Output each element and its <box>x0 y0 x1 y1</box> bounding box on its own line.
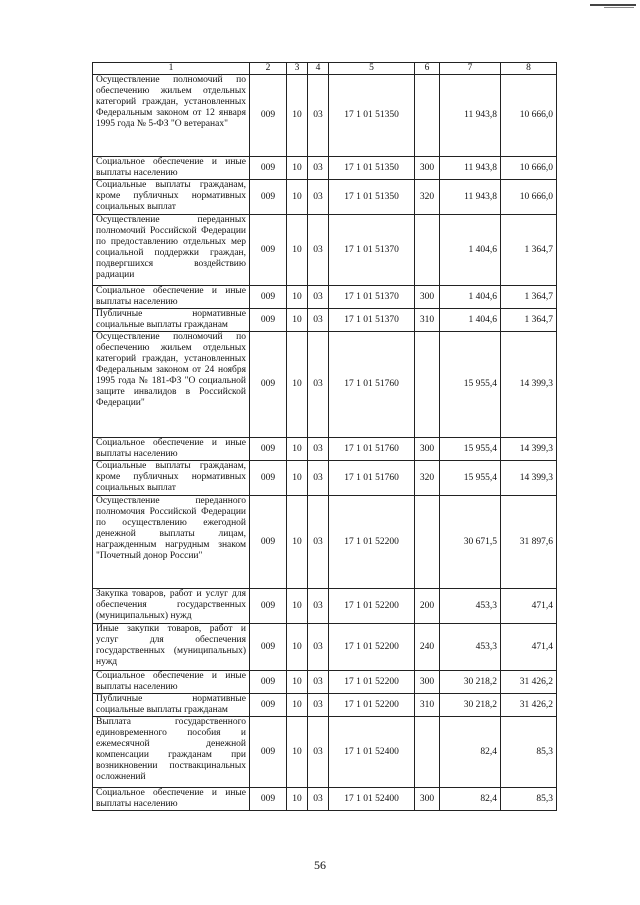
cell-col6 <box>415 215 440 286</box>
row-name: Осуществление переданного полномочия Российской Федерации по осуществлению ежегодной денежной выплаты лицам, награжденным нагрудным знаком "Почетный донор России" <box>93 496 250 589</box>
row-name: Социальные выплаты гражданам, кроме публичных нормативных социальных выплат <box>93 461 250 496</box>
cell-col4: 03 <box>308 624 329 671</box>
cell-col3: 10 <box>287 788 308 811</box>
cell-col5: 17 1 01 52200 <box>329 694 415 717</box>
cell-col4: 03 <box>308 157 329 180</box>
column-header: 5 <box>329 63 415 75</box>
table-row <box>93 286 557 309</box>
cell-col3: 10 <box>287 671 308 694</box>
row-name: Социальное обеспечение и иные выплаты населению <box>93 671 250 694</box>
cell-col3: 10 <box>287 694 308 717</box>
cell-col7: 11 943,8 <box>440 75 501 157</box>
table-header-row <box>93 63 557 75</box>
row-name: Публичные нормативные социальные выплаты гражданам <box>93 694 250 717</box>
cell-col7: 1 404,6 <box>440 286 501 309</box>
cell-col5: 17 1 01 51760 <box>329 332 415 438</box>
cell-col4: 03 <box>308 75 329 157</box>
cell-col4: 03 <box>308 671 329 694</box>
table-row <box>93 624 557 671</box>
table-row <box>93 438 557 461</box>
cell-col6 <box>415 496 440 589</box>
cell-col3: 10 <box>287 180 308 215</box>
cell-col6: 200 <box>415 589 440 624</box>
row-name: Социальное обеспечение и иные выплаты населению <box>93 438 250 461</box>
table-row <box>93 180 557 215</box>
cell-col3: 10 <box>287 157 308 180</box>
cell-col2: 009 <box>250 438 287 461</box>
cell-col6: 240 <box>415 624 440 671</box>
cell-col8: 1 364,7 <box>501 215 557 286</box>
cell-col7: 15 955,4 <box>440 438 501 461</box>
column-header: 7 <box>440 63 501 75</box>
cell-col4: 03 <box>308 717 329 788</box>
cell-col8: 471,4 <box>501 589 557 624</box>
cell-col3: 10 <box>287 309 308 332</box>
cell-col7: 11 943,8 <box>440 157 501 180</box>
row-name: Социальное обеспечение и иные выплаты населению <box>93 286 250 309</box>
cell-col7: 453,3 <box>440 624 501 671</box>
cell-col7: 15 955,4 <box>440 332 501 438</box>
table-row <box>93 788 557 811</box>
cell-col8: 10 666,0 <box>501 157 557 180</box>
cell-col5: 17 1 01 52200 <box>329 589 415 624</box>
cell-col4: 03 <box>308 694 329 717</box>
table-row <box>93 717 557 788</box>
cell-col6: 300 <box>415 286 440 309</box>
cell-col8: 31 426,2 <box>501 671 557 694</box>
cell-col7: 30 218,2 <box>440 694 501 717</box>
cell-col3: 10 <box>287 624 308 671</box>
cell-col2: 009 <box>250 788 287 811</box>
cell-col4: 03 <box>308 589 329 624</box>
cell-col5: 17 1 01 51760 <box>329 438 415 461</box>
cell-col6: 320 <box>415 180 440 215</box>
cell-col5: 17 1 01 52200 <box>329 671 415 694</box>
cell-col2: 009 <box>250 461 287 496</box>
cell-col6: 310 <box>415 694 440 717</box>
table-row <box>93 589 557 624</box>
cell-col5: 17 1 01 51370 <box>329 215 415 286</box>
cell-col8: 10 666,0 <box>501 75 557 157</box>
row-name: Осуществление переданных полномочий Российской Федерации по предоставлению отдельных мер социальной поддержки граждан, подвергшихся воздействию радиации <box>93 215 250 286</box>
row-name: Закупка товаров, работ и услуг для обеспечения государственных (муниципальных) нужд <box>93 589 250 624</box>
cell-col6: 300 <box>415 671 440 694</box>
row-name: Осуществление полномочий по обеспечению жильем отдельных категорий граждан, установленных Федеральным законом от 24 ноября 1995 года № 181-ФЗ "О социальной защите инвалидов в Российской Федерации" <box>93 332 250 438</box>
cell-col4: 03 <box>308 788 329 811</box>
cell-col8: 31 426,2 <box>501 694 557 717</box>
cell-col6 <box>415 332 440 438</box>
cell-col2: 009 <box>250 332 287 438</box>
cell-col4: 03 <box>308 461 329 496</box>
row-name: Иные закупки товаров, работ и услуг для обеспечения государственных (муниципальных) нужд <box>93 624 250 671</box>
budget-table <box>92 62 557 811</box>
cell-col8: 31 897,6 <box>501 496 557 589</box>
cell-col5: 17 1 01 52200 <box>329 496 415 589</box>
cell-col6 <box>415 717 440 788</box>
cell-col4: 03 <box>308 496 329 589</box>
column-header: 2 <box>250 63 287 75</box>
cell-col6: 300 <box>415 438 440 461</box>
cell-col7: 1 404,6 <box>440 309 501 332</box>
cell-col5: 17 1 01 51350 <box>329 75 415 157</box>
cell-col6: 300 <box>415 157 440 180</box>
cell-col6: 320 <box>415 461 440 496</box>
cell-col4: 03 <box>308 438 329 461</box>
cell-col7: 453,3 <box>440 589 501 624</box>
cell-col7: 1 404,6 <box>440 215 501 286</box>
cell-col2: 009 <box>250 671 287 694</box>
cell-col3: 10 <box>287 717 308 788</box>
cell-col4: 03 <box>308 180 329 215</box>
cell-col2: 009 <box>250 309 287 332</box>
cell-col3: 10 <box>287 286 308 309</box>
cell-col6 <box>415 75 440 157</box>
cell-col3: 10 <box>287 589 308 624</box>
cell-col7: 11 943,8 <box>440 180 501 215</box>
table-row <box>93 694 557 717</box>
cell-col2: 009 <box>250 624 287 671</box>
cell-col8: 1 364,7 <box>501 286 557 309</box>
cell-col3: 10 <box>287 332 308 438</box>
column-header: 1 <box>93 63 250 75</box>
cell-col2: 009 <box>250 589 287 624</box>
row-name: Публичные нормативные социальные выплаты гражданам <box>93 309 250 332</box>
cell-col5: 17 1 01 51370 <box>329 286 415 309</box>
cell-col2: 009 <box>250 694 287 717</box>
table-row <box>93 309 557 332</box>
cell-col7: 82,4 <box>440 788 501 811</box>
cell-col3: 10 <box>287 461 308 496</box>
cell-col5: 17 1 01 52200 <box>329 624 415 671</box>
table-row <box>93 671 557 694</box>
cell-col4: 03 <box>308 215 329 286</box>
cell-col2: 009 <box>250 286 287 309</box>
table-row <box>93 75 557 157</box>
cell-col8: 85,3 <box>501 788 557 811</box>
table-row <box>93 496 557 589</box>
table-row <box>93 157 557 180</box>
cell-col6: 310 <box>415 309 440 332</box>
column-header: 4 <box>308 63 329 75</box>
cell-col2: 009 <box>250 75 287 157</box>
cell-col3: 10 <box>287 75 308 157</box>
cell-col7: 30 671,5 <box>440 496 501 589</box>
cell-col2: 009 <box>250 180 287 215</box>
cell-col8: 10 666,0 <box>501 180 557 215</box>
cell-col5: 17 1 01 51370 <box>329 309 415 332</box>
column-header: 6 <box>415 63 440 75</box>
scan-mark-secondary <box>604 7 634 8</box>
cell-col8: 1 364,7 <box>501 309 557 332</box>
scan-mark <box>590 4 636 6</box>
cell-col3: 10 <box>287 215 308 286</box>
cell-col5: 17 1 01 51760 <box>329 461 415 496</box>
column-header: 8 <box>501 63 557 75</box>
cell-col2: 009 <box>250 157 287 180</box>
cell-col5: 17 1 01 51350 <box>329 157 415 180</box>
cell-col8: 14 399,3 <box>501 461 557 496</box>
cell-col8: 14 399,3 <box>501 438 557 461</box>
page-number: 56 <box>314 858 326 872</box>
cell-col7: 82,4 <box>440 717 501 788</box>
row-name: Социальное обеспечение и иные выплаты населению <box>93 788 250 811</box>
cell-col7: 15 955,4 <box>440 461 501 496</box>
row-name: Социальные выплаты гражданам, кроме публичных нормативных социальных выплат <box>93 180 250 215</box>
cell-col8: 14 399,3 <box>501 332 557 438</box>
column-header: 3 <box>287 63 308 75</box>
cell-col2: 009 <box>250 496 287 589</box>
cell-col3: 10 <box>287 438 308 461</box>
cell-col8: 471,4 <box>501 624 557 671</box>
cell-col5: 17 1 01 52400 <box>329 717 415 788</box>
cell-col4: 03 <box>308 332 329 438</box>
row-name: Социальное обеспечение и иные выплаты населению <box>93 157 250 180</box>
cell-col5: 17 1 01 52400 <box>329 788 415 811</box>
cell-col2: 009 <box>250 215 287 286</box>
row-name: Выплата государственного единовременного пособия и ежемесячной денежной компенсации гражданам при возникновении поствакцинальных осложнений <box>93 717 250 788</box>
cell-col7: 30 218,2 <box>440 671 501 694</box>
cell-col3: 10 <box>287 496 308 589</box>
row-name: Осуществление полномочий по обеспечению жильем отдельных категорий граждан, установленных Федеральным законом от 12 января 1995 года № 5-ФЗ "О ветеранах" <box>93 75 250 157</box>
table-row <box>93 332 557 438</box>
table-row <box>93 215 557 286</box>
table-row <box>93 461 557 496</box>
cell-col4: 03 <box>308 286 329 309</box>
cell-col2: 009 <box>250 717 287 788</box>
cell-col4: 03 <box>308 309 329 332</box>
cell-col6: 300 <box>415 788 440 811</box>
cell-col5: 17 1 01 51350 <box>329 180 415 215</box>
cell-col8: 85,3 <box>501 717 557 788</box>
